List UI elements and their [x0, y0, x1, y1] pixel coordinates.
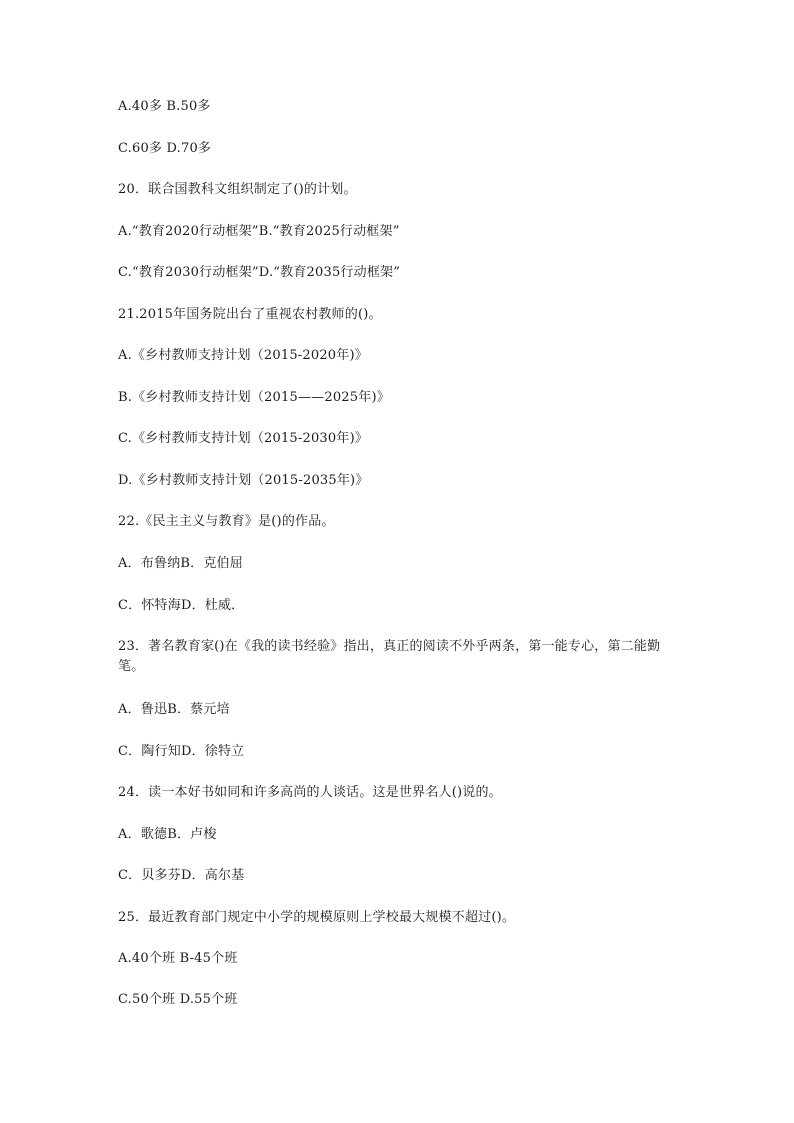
option-line-c-d-24: C．贝多芬D．高尔基 [118, 868, 245, 883]
option-line-c-d-23: C．陶行知D．徐特立 [118, 744, 245, 759]
question-23: 23．著名教育家()在《我的读书经验》指出，真正的阅读不外乎两条，第一能专心，第二能勤笔。 [118, 639, 661, 674]
option-line-c-d-22: C．怀特海D．杜威． [118, 598, 245, 613]
question-22: 22.《民主主义与教育》是()的作品。 [118, 514, 335, 529]
option-line-a-b-25: A.40个班 B-45个班 [118, 951, 238, 966]
option-line-a-b-20: A.“教育2020行动框架”B.“教育2025行动框架” [118, 224, 400, 239]
option-line-c-d-19: C.60多 D.70多 [118, 141, 212, 156]
question-25: 25．最近教育部门规定中小学的规模原则上学校最大规模不超过()。 [118, 910, 516, 925]
option-line-a-b-24: A．歌德B．卢梭 [118, 827, 217, 842]
option-line-c-d-20: C.“教育2030行动框架”D.“教育2035行动框架” [118, 265, 401, 280]
option-line-a-b-23: A．鲁迅B．蔡元培 [118, 702, 230, 717]
question-20: 20．联合国教科文组织制定了()的计划。 [118, 182, 357, 197]
option-a-21: A.《乡村教师支持计划（2015-2020年)》 [118, 348, 368, 363]
question-24: 24．读一本好书如同和许多高尚的人谈话。这是世界名人()说的。 [118, 785, 502, 800]
option-line-a-b-19: A.40多 B.50多 [118, 99, 211, 114]
option-d-21: D.《乡村教师支持计划（2015-2035年)》 [118, 473, 369, 488]
option-line-c-d-25: C.50个班 D.55个班 [118, 992, 238, 1007]
option-c-21: C.《乡村教师支持计划（2015-2030年)》 [118, 431, 369, 446]
question-21: 21.2015年国务院出台了重视农村教师的()。 [118, 307, 382, 322]
option-b-21: B.《乡村教师支持计划（2015——2025年)》 [118, 390, 390, 405]
option-line-a-b-22: A．布鲁纳B．克伯屈 [118, 556, 243, 571]
